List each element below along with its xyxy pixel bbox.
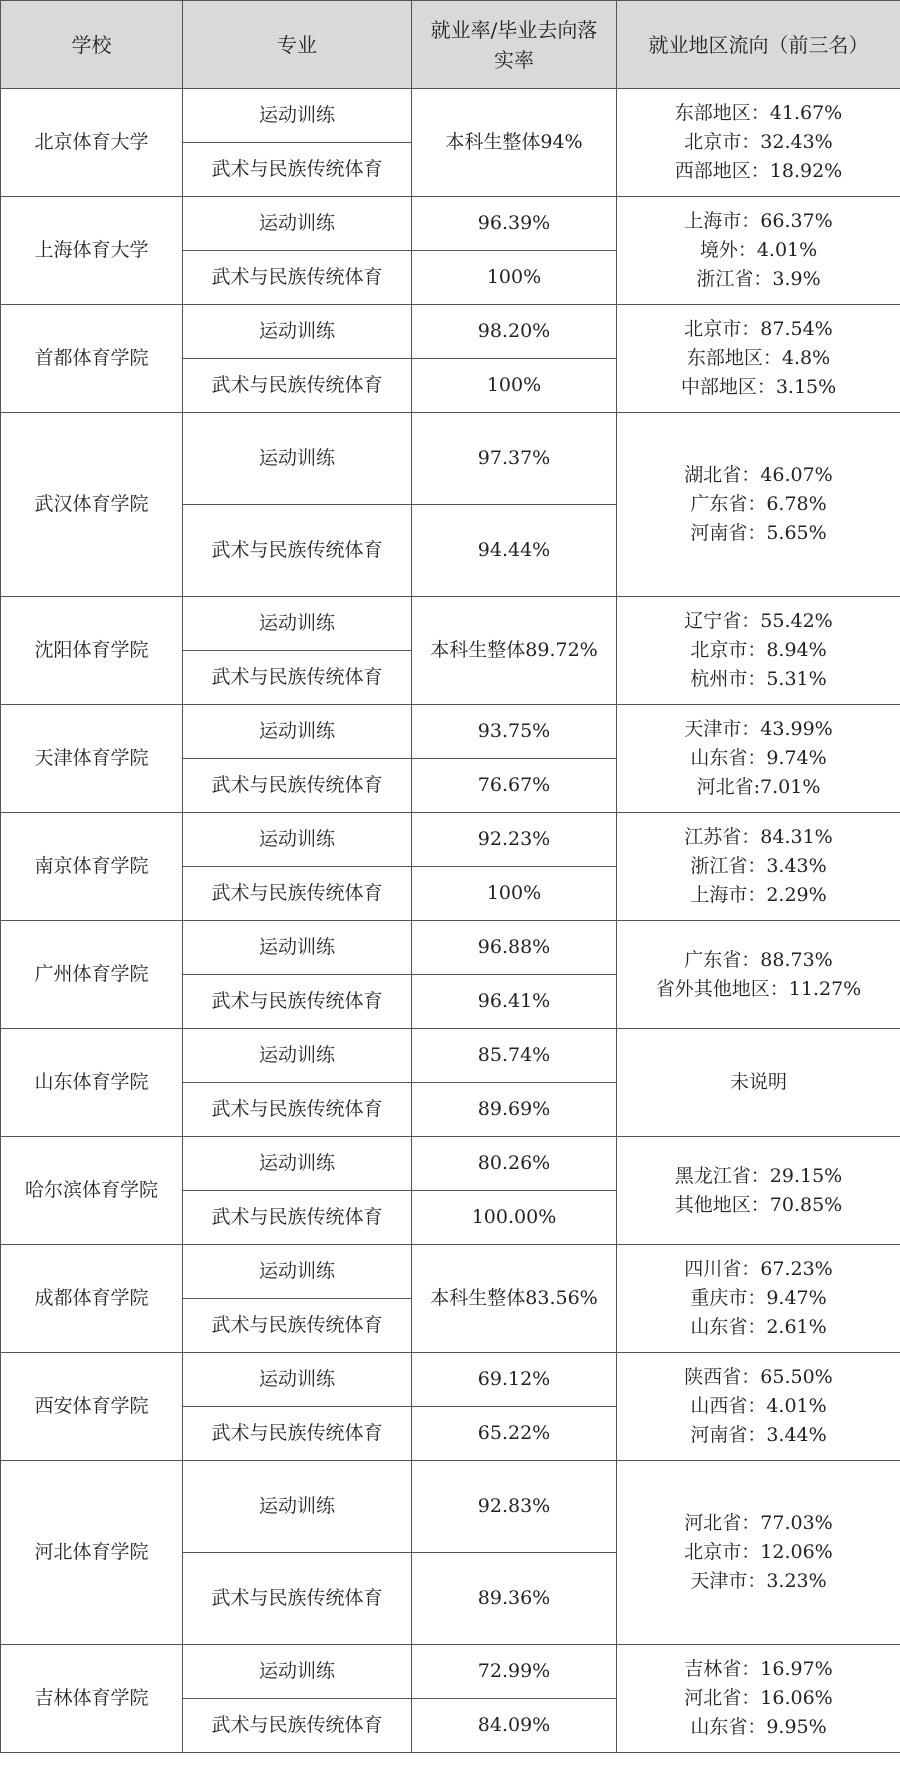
header-rate: 就业率/毕业去向落实率 (412, 1, 617, 89)
region-item: 河北省：77.03% (684, 1512, 833, 1534)
table-row (1, 813, 900, 867)
region-item: 江苏省：84.31% (684, 826, 833, 848)
school-name: 河北体育学院 (1, 1461, 183, 1645)
region-flow (617, 597, 900, 705)
region-item: 河南省：5.65% (690, 522, 827, 544)
major-name: 运动训练 (183, 305, 412, 359)
region-item: 上海市：2.29% (690, 884, 827, 906)
major-name: 运动训练 (183, 197, 412, 251)
major-name: 武术与民族传统体育 (183, 251, 412, 305)
region-item: 东部地区：41.67% (674, 102, 843, 124)
school-name: 吉林体育学院 (1, 1645, 183, 1753)
region-flow (617, 813, 900, 921)
region-flow (617, 1645, 900, 1753)
major-name: 武术与民族传统体育 (183, 359, 412, 413)
region-item: 吉林省：16.97% (684, 1658, 833, 1680)
table-row (1, 1029, 900, 1083)
employment-rate: 76.67% (412, 759, 617, 813)
major-name: 运动训练 (183, 921, 412, 975)
major-name: 运动训练 (183, 1029, 412, 1083)
region-item: 北京市：8.94% (690, 639, 827, 661)
employment-rate: 89.69% (412, 1083, 617, 1137)
region-flow (617, 89, 900, 197)
employment-rate-overall: 本科生整体83.56% (412, 1245, 617, 1353)
header-major: 专业 (183, 1, 412, 89)
table-row (1, 89, 900, 143)
school-name: 武汉体育学院 (1, 413, 183, 597)
major-name: 运动训练 (183, 413, 412, 505)
school-name: 山东体育学院 (1, 1029, 183, 1137)
region-item: 东部地区：4.8% (686, 347, 831, 369)
region-item: 广东省：6.78% (690, 493, 827, 515)
major-name: 运动训练 (183, 1461, 412, 1553)
major-name: 运动训练 (183, 1645, 412, 1699)
header-row (1, 1, 900, 89)
major-name: 武术与民族传统体育 (183, 1083, 412, 1137)
header-school: 学校 (1, 1, 183, 89)
region-item: 陕西省：65.50% (684, 1366, 833, 1388)
school-name: 成都体育学院 (1, 1245, 183, 1353)
region-flow (617, 1353, 900, 1461)
employment-rate: 85.74% (412, 1029, 617, 1083)
region-item: 四川省：67.23% (684, 1258, 833, 1280)
region-item: 杭州市：5.31% (690, 668, 827, 690)
region-item: 省外其他地区：11.27% (655, 977, 862, 1000)
table-row (1, 197, 900, 251)
region-item: 广东省：88.73% (684, 948, 833, 971)
region-item: 湖北省：46.07% (684, 464, 833, 486)
table-row (1, 413, 900, 505)
region-flow (617, 1245, 900, 1353)
table-row (1, 1461, 900, 1553)
employment-rate: 100% (412, 251, 617, 305)
major-name: 武术与民族传统体育 (183, 1699, 412, 1753)
table-row (1, 921, 900, 975)
employment-rate-overall: 本科生整体89.72% (412, 597, 617, 705)
region-item: 西部地区：18.92% (674, 160, 843, 182)
region-item: 山东省：2.61% (690, 1316, 827, 1338)
major-name: 武术与民族传统体育 (183, 975, 412, 1029)
region-item: 辽宁省：55.42% (684, 610, 833, 632)
school-name: 广州体育学院 (1, 921, 183, 1029)
major-name: 武术与民族传统体育 (183, 1191, 412, 1245)
major-name: 武术与民族传统体育 (183, 1553, 412, 1645)
region-item: 北京市：12.06% (684, 1541, 833, 1563)
region-item: 黑龙江省：29.15% (674, 1164, 843, 1187)
employment-rate: 65.22% (412, 1407, 617, 1461)
region-item: 重庆市：9.47% (690, 1287, 827, 1309)
major-name: 武术与民族传统体育 (183, 867, 412, 921)
major-name: 运动训练 (183, 813, 412, 867)
employment-rate-overall: 本科生整体94% (412, 89, 617, 197)
employment-rate: 89.36% (412, 1553, 617, 1645)
school-name: 南京体育学院 (1, 813, 183, 921)
region-flow (617, 413, 900, 597)
major-name: 武术与民族传统体育 (183, 143, 412, 197)
school-name: 首都体育学院 (1, 305, 183, 413)
school-name: 上海体育大学 (1, 197, 183, 305)
region-item: 河北省:7.01% (696, 776, 821, 798)
employment-rate: 98.20% (412, 305, 617, 359)
table-row (1, 1137, 900, 1191)
school-name: 沈阳体育学院 (1, 597, 183, 705)
region-item: 浙江省：3.9% (696, 268, 821, 290)
school-name: 天津体育学院 (1, 705, 183, 813)
employment-rate: 94.44% (412, 505, 617, 597)
employment-rate: 96.41% (412, 975, 617, 1029)
major-name: 运动训练 (183, 1353, 412, 1407)
major-name: 武术与民族传统体育 (183, 759, 412, 813)
table-row (1, 1353, 900, 1407)
region-item: 山东省：9.74% (690, 747, 827, 769)
region-item: 其他地区：70.85% (674, 1193, 843, 1216)
region-item: 河北省：16.06% (684, 1687, 833, 1709)
employment-rate: 84.09% (412, 1699, 617, 1753)
major-name: 运动训练 (183, 89, 412, 143)
major-name: 运动训练 (183, 1137, 412, 1191)
region-item: 北京市：87.54% (684, 318, 833, 340)
major-name: 运动训练 (183, 1245, 412, 1299)
table-row (1, 1645, 900, 1699)
employment-rate: 92.23% (412, 813, 617, 867)
table-row (1, 705, 900, 759)
table-row (1, 305, 900, 359)
major-name: 武术与民族传统体育 (183, 651, 412, 705)
table-body (1, 89, 900, 1753)
major-name: 武术与民族传统体育 (183, 1299, 412, 1353)
region-item: 未说明 (729, 1071, 787, 1093)
employment-rate: 93.75% (412, 705, 617, 759)
region-flow (617, 197, 900, 305)
employment-rate: 92.83% (412, 1461, 617, 1553)
employment-rate: 96.39% (412, 197, 617, 251)
school-name: 哈尔滨体育学院 (1, 1137, 183, 1245)
employment-rate: 100.00% (412, 1191, 617, 1245)
region-flow (617, 1029, 900, 1137)
region-item: 天津市：3.23% (690, 1570, 827, 1592)
employment-rate: 80.26% (412, 1137, 617, 1191)
region-item: 天津市：43.99% (684, 718, 833, 740)
major-name: 运动训练 (183, 597, 412, 651)
region-flow (617, 1461, 900, 1645)
header-region: 就业地区流向（前三名） (617, 1, 900, 89)
employment-rate: 100% (412, 867, 617, 921)
region-item: 山东省：9.95% (690, 1716, 827, 1738)
region-item: 北京市：32.43% (684, 131, 833, 153)
region-item: 上海市：66.37% (684, 210, 833, 232)
major-name: 武术与民族传统体育 (183, 1407, 412, 1461)
employment-rate: 100% (412, 359, 617, 413)
table-row (1, 597, 900, 651)
major-name: 武术与民族传统体育 (183, 505, 412, 597)
table-row (1, 1245, 900, 1299)
major-name: 运动训练 (183, 705, 412, 759)
employment-rate: 96.88% (412, 921, 617, 975)
region-flow (617, 1137, 900, 1245)
region-item: 浙江省：3.43% (690, 855, 827, 877)
region-item: 中部地区：3.15% (680, 376, 837, 398)
region-item: 山西省：4.01% (690, 1395, 827, 1417)
region-item: 境外：4.01% (699, 239, 818, 261)
employment-rate: 72.99% (412, 1645, 617, 1699)
region-flow (617, 921, 900, 1029)
region-flow (617, 305, 900, 413)
school-name: 西安体育学院 (1, 1353, 183, 1461)
employment-rate: 97.37% (412, 413, 617, 505)
employment-rate: 69.12% (412, 1353, 617, 1407)
region-flow (617, 705, 900, 813)
region-item: 河南省：3.44% (690, 1424, 827, 1446)
school-name: 北京体育大学 (1, 89, 183, 197)
